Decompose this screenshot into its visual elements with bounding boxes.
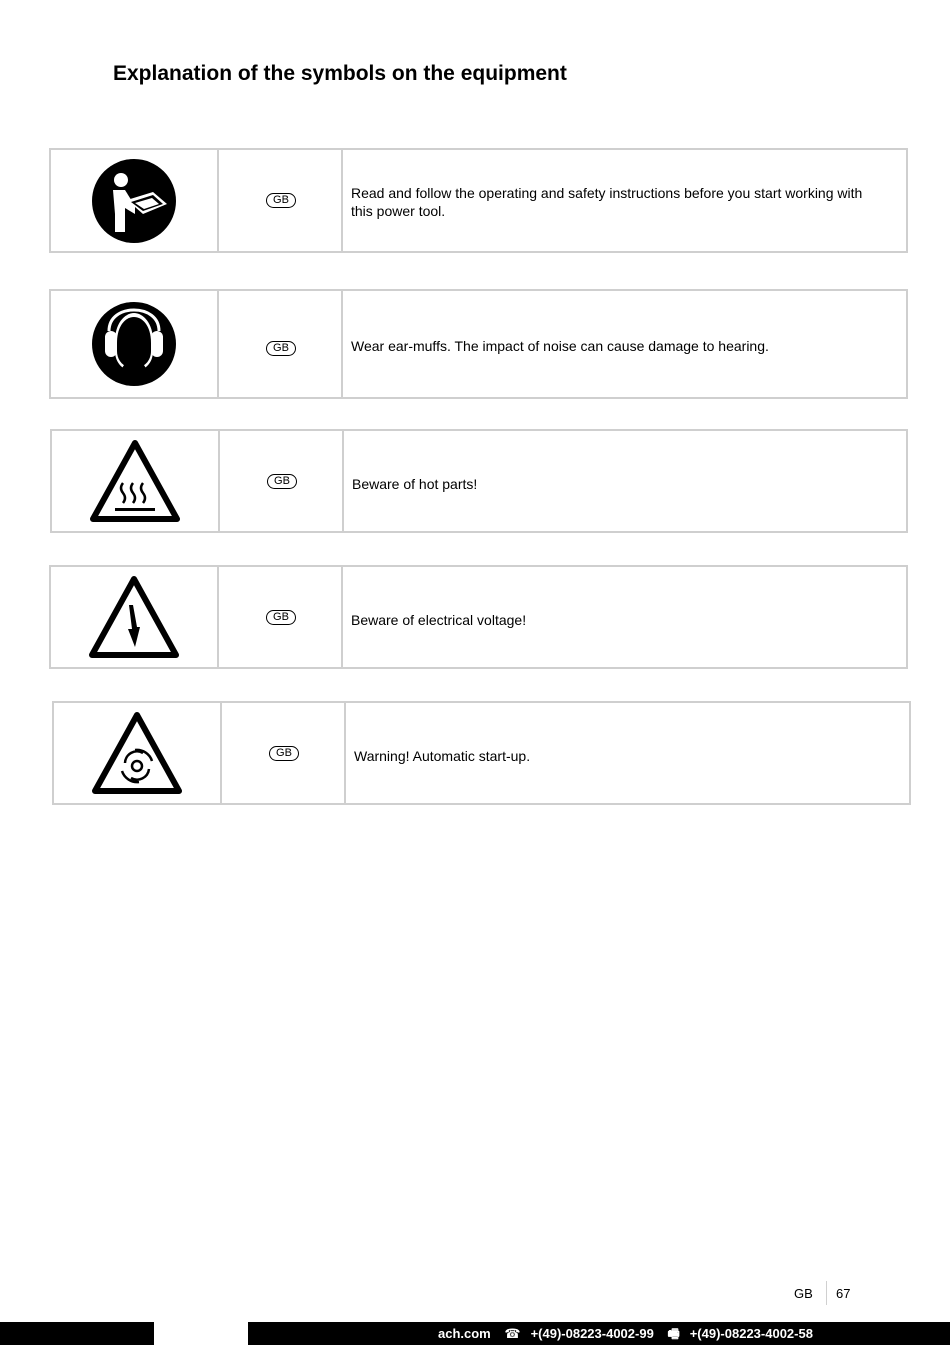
symbol-icon-cell — [51, 150, 219, 251]
page-number: 67 — [836, 1286, 851, 1301]
footer-contact — [438, 1325, 823, 1347]
fax-icon: 🖷 — [667, 1326, 680, 1341]
footer-bar-left — [0, 1322, 154, 1345]
symbol-icon-cell — [54, 703, 222, 803]
language-badge: GB — [267, 474, 297, 489]
footer-language: GB — [794, 1286, 813, 1301]
symbol-description: Warning! Automatic start-up. — [354, 748, 531, 764]
symbol-row — [52, 701, 911, 805]
description-cell — [344, 431, 906, 531]
language-cell — [222, 703, 346, 803]
footer-fax: +(49)-08223-4002-58 — [689, 1326, 813, 1341]
symbol-icon-cell — [51, 291, 219, 397]
language-cell — [220, 431, 344, 531]
language-cell — [219, 567, 343, 667]
language-badge: GB — [266, 610, 296, 625]
symbol-row — [49, 148, 908, 253]
ear-protection-icon — [91, 301, 177, 387]
symbol-icon-cell — [52, 431, 220, 531]
electrical-voltage-warning-icon — [88, 575, 180, 659]
phone-icon: ☎ — [504, 1326, 521, 1341]
symbol-icon-cell — [51, 567, 219, 667]
symbol-description: Wear ear-muffs. The impact of noise can cause damage to hearing. — [351, 338, 769, 354]
description-cell — [343, 150, 906, 251]
footer-phone: +(49)-08223-4002-99 — [530, 1326, 654, 1341]
footer-website: ach.com — [438, 1326, 491, 1341]
automatic-startup-warning-icon — [91, 711, 183, 795]
language-badge: GB — [266, 341, 296, 356]
symbol-row — [49, 565, 908, 669]
read-manual-icon — [91, 158, 177, 244]
description-cell — [343, 567, 906, 667]
description-cell — [346, 703, 909, 803]
language-badge: GB — [269, 746, 299, 761]
language-cell — [219, 150, 343, 251]
description-cell — [343, 291, 906, 397]
symbol-description: Read and follow the operating and safety instructions before you start working with this power tool. — [351, 185, 863, 219]
symbol-description: Beware of hot parts! — [352, 476, 478, 492]
language-badge: GB — [266, 193, 296, 208]
page-title: Explanation of the symbols on the equipment — [113, 62, 567, 85]
footer-divider — [826, 1281, 827, 1305]
symbol-row — [50, 429, 908, 533]
symbol-row — [49, 289, 908, 399]
symbol-description: Beware of electrical voltage! — [351, 612, 527, 628]
language-cell — [219, 291, 343, 397]
hot-surface-warning-icon — [89, 439, 181, 523]
